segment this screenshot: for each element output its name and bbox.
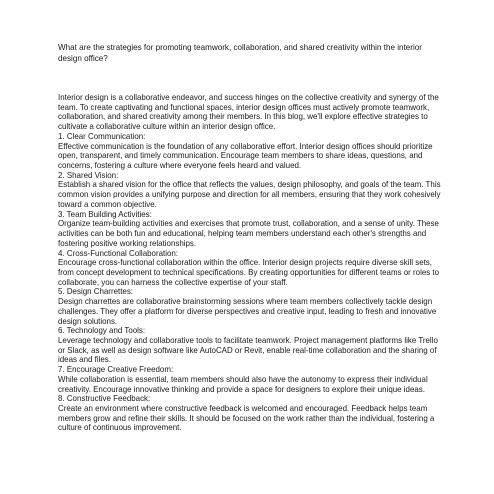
strategy-text-7: While collaboration is essential, team members should also have the autonomy to express their individual creativity. Encourage innovative thinking and provide a space for designers to explore their unique ideas. xyxy=(58,374,428,394)
strategy-text-6: Leverage technology and collaborative tools to facilitate teamwork. Project management platforms like Trello or Slack, as well as design software like AutoCAD or Revit, enable real-time collaboration and the sharing of ideas and files. xyxy=(58,335,438,365)
strategy-heading-5: 5. Design Charrettes: xyxy=(58,287,133,297)
strategy-heading-3: 3. Team Building Activities: xyxy=(58,209,152,219)
strategy-heading-7: 7. Encourage Creative Freedom: xyxy=(58,365,174,375)
strategy-text-3: Organize team-building activities and exercises that promote trust, collaboration, and a sense of unity. These activities can be both fun and educational, helping team members understand each other's strengths and fostering positive working relationships. xyxy=(58,219,439,248)
strategy-heading-1: 1. Clear Communication: xyxy=(58,131,146,141)
strategy-text-4: Encourage cross-functional collaboration within the office. Interior design projects require diverse skill sets, from concept development to technical specifications. By creating opportunities for different teams or roles to collaborate, you can harness the collective expertise of your staff. xyxy=(58,258,440,287)
strategy-text-5: Design charrettes are collaborative brainstorming sessions where team members collectively tackle design challenges. They offer a platform for diverse perspectives and creative input, leading to fresh and innovative design solutions. xyxy=(58,297,437,326)
strategy-heading-6: 6. Technology and Tools: xyxy=(58,326,146,336)
strategy-text-2: Establish a shared vision for the office that reflects the values, design philosophy, and goals of the team. This common vision provides a unifying purpose and direction for all members, ensuring that they work cohesively toward a common objective. xyxy=(58,180,441,209)
question-heading: What are the strategies for promoting teamwork, collaboration, and shared creativity within the interior design office? xyxy=(58,43,422,63)
strategy-heading-8: 8. Constructive Feedback: xyxy=(58,394,151,404)
strategy-heading-4: 4. Cross-Functional Collaboration: xyxy=(58,248,179,258)
article-body xyxy=(58,93,442,433)
intro-paragraph: Interior design is a collaborative endeavor, and success hinges on the collective creativity and synergy of the team. To create captivating and functional spaces, interior design offices must actively promote teamwork, collaboration, and shared creativity among their members. In this blog, we'll explore effective strategies to cultivate a collaborative culture within an interior design office. xyxy=(58,93,439,132)
strategy-heading-2: 2. Shared Vision: xyxy=(58,170,119,180)
strategy-text-8: Create an environment where constructive feedback is welcomed and encouraged. Feedback helps team members grow and refine their skills. It should be focused on the work rather than the individual, fostering a culture of continuous improvement. xyxy=(58,404,435,433)
strategy-text-1: Effective communication is the foundation of any collaborative effort. Interior design offices should prioritize open, transparent, and timely communication. Encourage team members to share ideas, questions, and concerns, fostering a culture where everyone feels heard and valued. xyxy=(58,141,433,171)
